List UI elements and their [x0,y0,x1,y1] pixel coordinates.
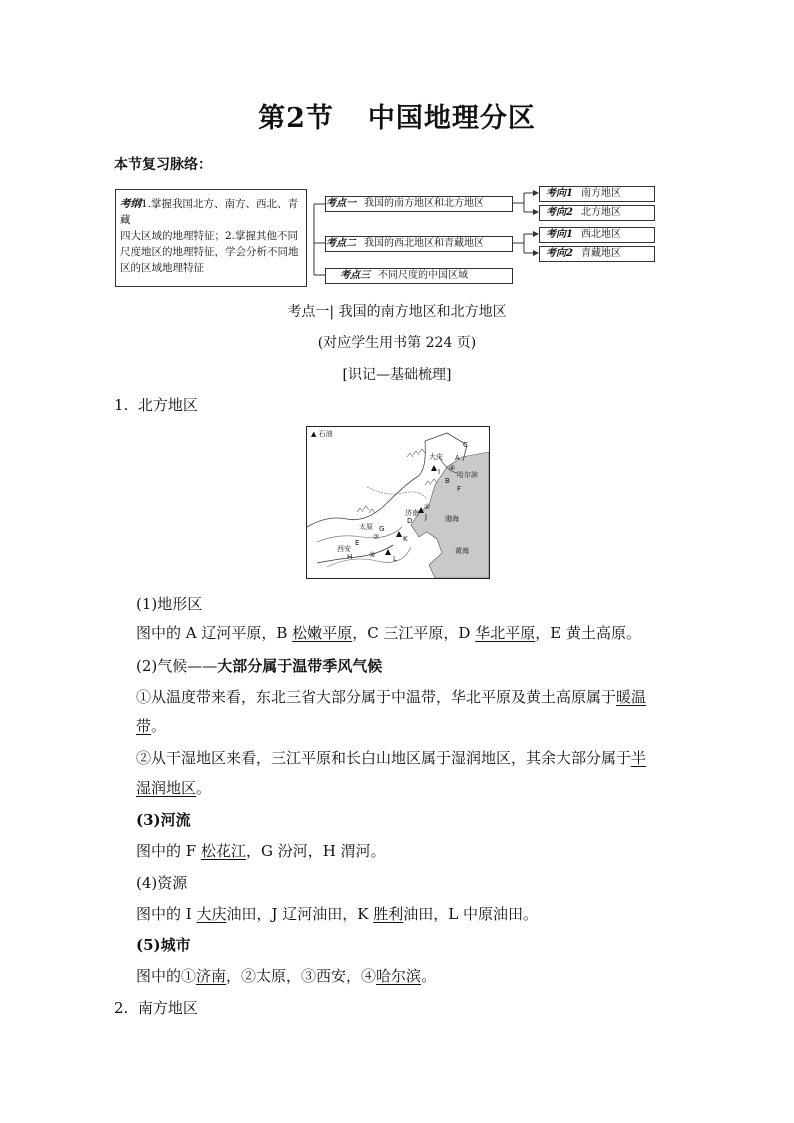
climate-moisture-line-2: 湿润地区。 [136,779,212,797]
sub-heading: [识记—基础梳理] [342,367,452,383]
section-1-heading: 1. 北方地区 [114,396,198,414]
answer-daqing: 大庆 [196,905,227,923]
resources-text: 图中的 I 大庆油田，J 辽河油田，K 胜利油田，L 中原油田。 [136,905,538,923]
map-label-d: D [407,517,413,525]
section-name: 中国地理分区 [367,103,536,134]
terrain-text: 图中的 A 辽河平原，B 松嫩平原，C 三江平原，D 华北平原，E 黄土高原。 [136,624,641,642]
climate-heading: (2)气候——大部分属于温带季风气候 [136,657,383,675]
map-label-daqing: 大庆 [429,453,443,461]
river-text: 图中的 F 松花江，G 汾河，H 渭河。 [136,842,386,860]
resources-heading: (4)资源 [136,874,188,892]
topic-heading: 考点一| 我国的南方地区和北方地区 [287,304,507,320]
page-title [0,96,794,135]
answer-jinan: 济南 [196,967,227,985]
north-china-map [306,426,490,579]
city-heading: (5)城市 [136,936,191,954]
map-label-b: B [445,477,450,485]
section-2-heading: 2. 南方地区 [114,999,198,1017]
answer-songnen: 松嫩平原 [292,624,353,642]
answer-banshirun: 半 [631,749,647,767]
outline-sub-2-1: 考向1 西北地区 [539,227,655,243]
answer-shengli: 胜利 [373,905,404,923]
map-label-harbin-circle: ④ [449,464,456,472]
map-label-e: E [355,539,360,547]
map-label-huanghai: 黄海 [455,547,469,555]
city-text: 图中的①济南，②太原，③西安，④哈尔滨。 [136,967,437,985]
map-label-bohai: 渤海 [445,515,459,523]
map-label-l: L [393,555,397,563]
map-label-g: G [379,525,385,533]
map-label-i: I [438,468,441,476]
map-legend: ▲ 石油 [311,430,333,438]
map-label-xian: 西安 [337,545,351,553]
outline-sub-1-1: 考向1 南方地区 [539,186,655,202]
map-label-a: A [455,454,460,462]
climate-moisture-line-1: ②从干湿地区来看，三江平原和长白山地区属于湿润地区，其余大部分属于半 [136,749,647,767]
outline-summary-text: 考纲1.掌握我国北方、南方、西北、青藏 四大区域的地理特征；2.掌握其他不同 尺度地区的地理特征，学会分析不同地 区的区域地理特征 [120,198,299,274]
map-label-xian-circle: ③ [369,551,376,559]
answer-nuanwen: 暖温 [616,688,647,706]
map-label-j: J [425,513,428,521]
summary-tag: 考纲 [120,198,141,210]
outline-point-2: 考点二 我国的西北地区和青藏地区 [325,236,513,252]
climate-temperature-line-1: ①从温度带来看，东北三省大部分属于中温带，华北平原及黄土高原属于暖温 [136,688,647,706]
map-label-jinan-circle: ① [424,503,431,511]
section-number: 第2节 [258,103,334,134]
page-reference: (对应学生用书第 224 页) [317,335,477,351]
map-label-taiyuan: 太原 [359,523,373,531]
map-label-f: F [457,485,462,493]
outline-point-3: 考点三 不同尺度的中国区域 [325,268,513,284]
map-drawing [307,427,489,578]
answer-haerbin: 哈尔滨 [376,967,422,985]
outline-sub-1-2: 考向2 北方地区 [539,205,655,221]
map-label-k: K [403,535,408,543]
outline-sub-2-2: 考向2 青藏地区 [539,246,655,262]
review-label: 本节复习脉络： [114,157,212,173]
outline-point-1: 考点一 我国的南方地区和北方地区 [325,196,513,212]
river-heading: (3)河流 [136,811,191,829]
map-label-taiyuan-circle: ② [373,533,380,541]
climate-temperature-line-2: 带。 [136,717,167,735]
map-label-harbin: 哈尔滨 [457,471,478,479]
terrain-heading: (1)地形区 [136,595,203,613]
map-label-jinan: 济南 [405,509,419,517]
outline-summary-box [115,189,307,287]
map-label-c: C [463,441,468,449]
map-label-h: H [347,553,353,561]
answer-songhuajiang: 松花江 [200,842,246,860]
answer-huabei: 华北平原 [475,624,536,642]
